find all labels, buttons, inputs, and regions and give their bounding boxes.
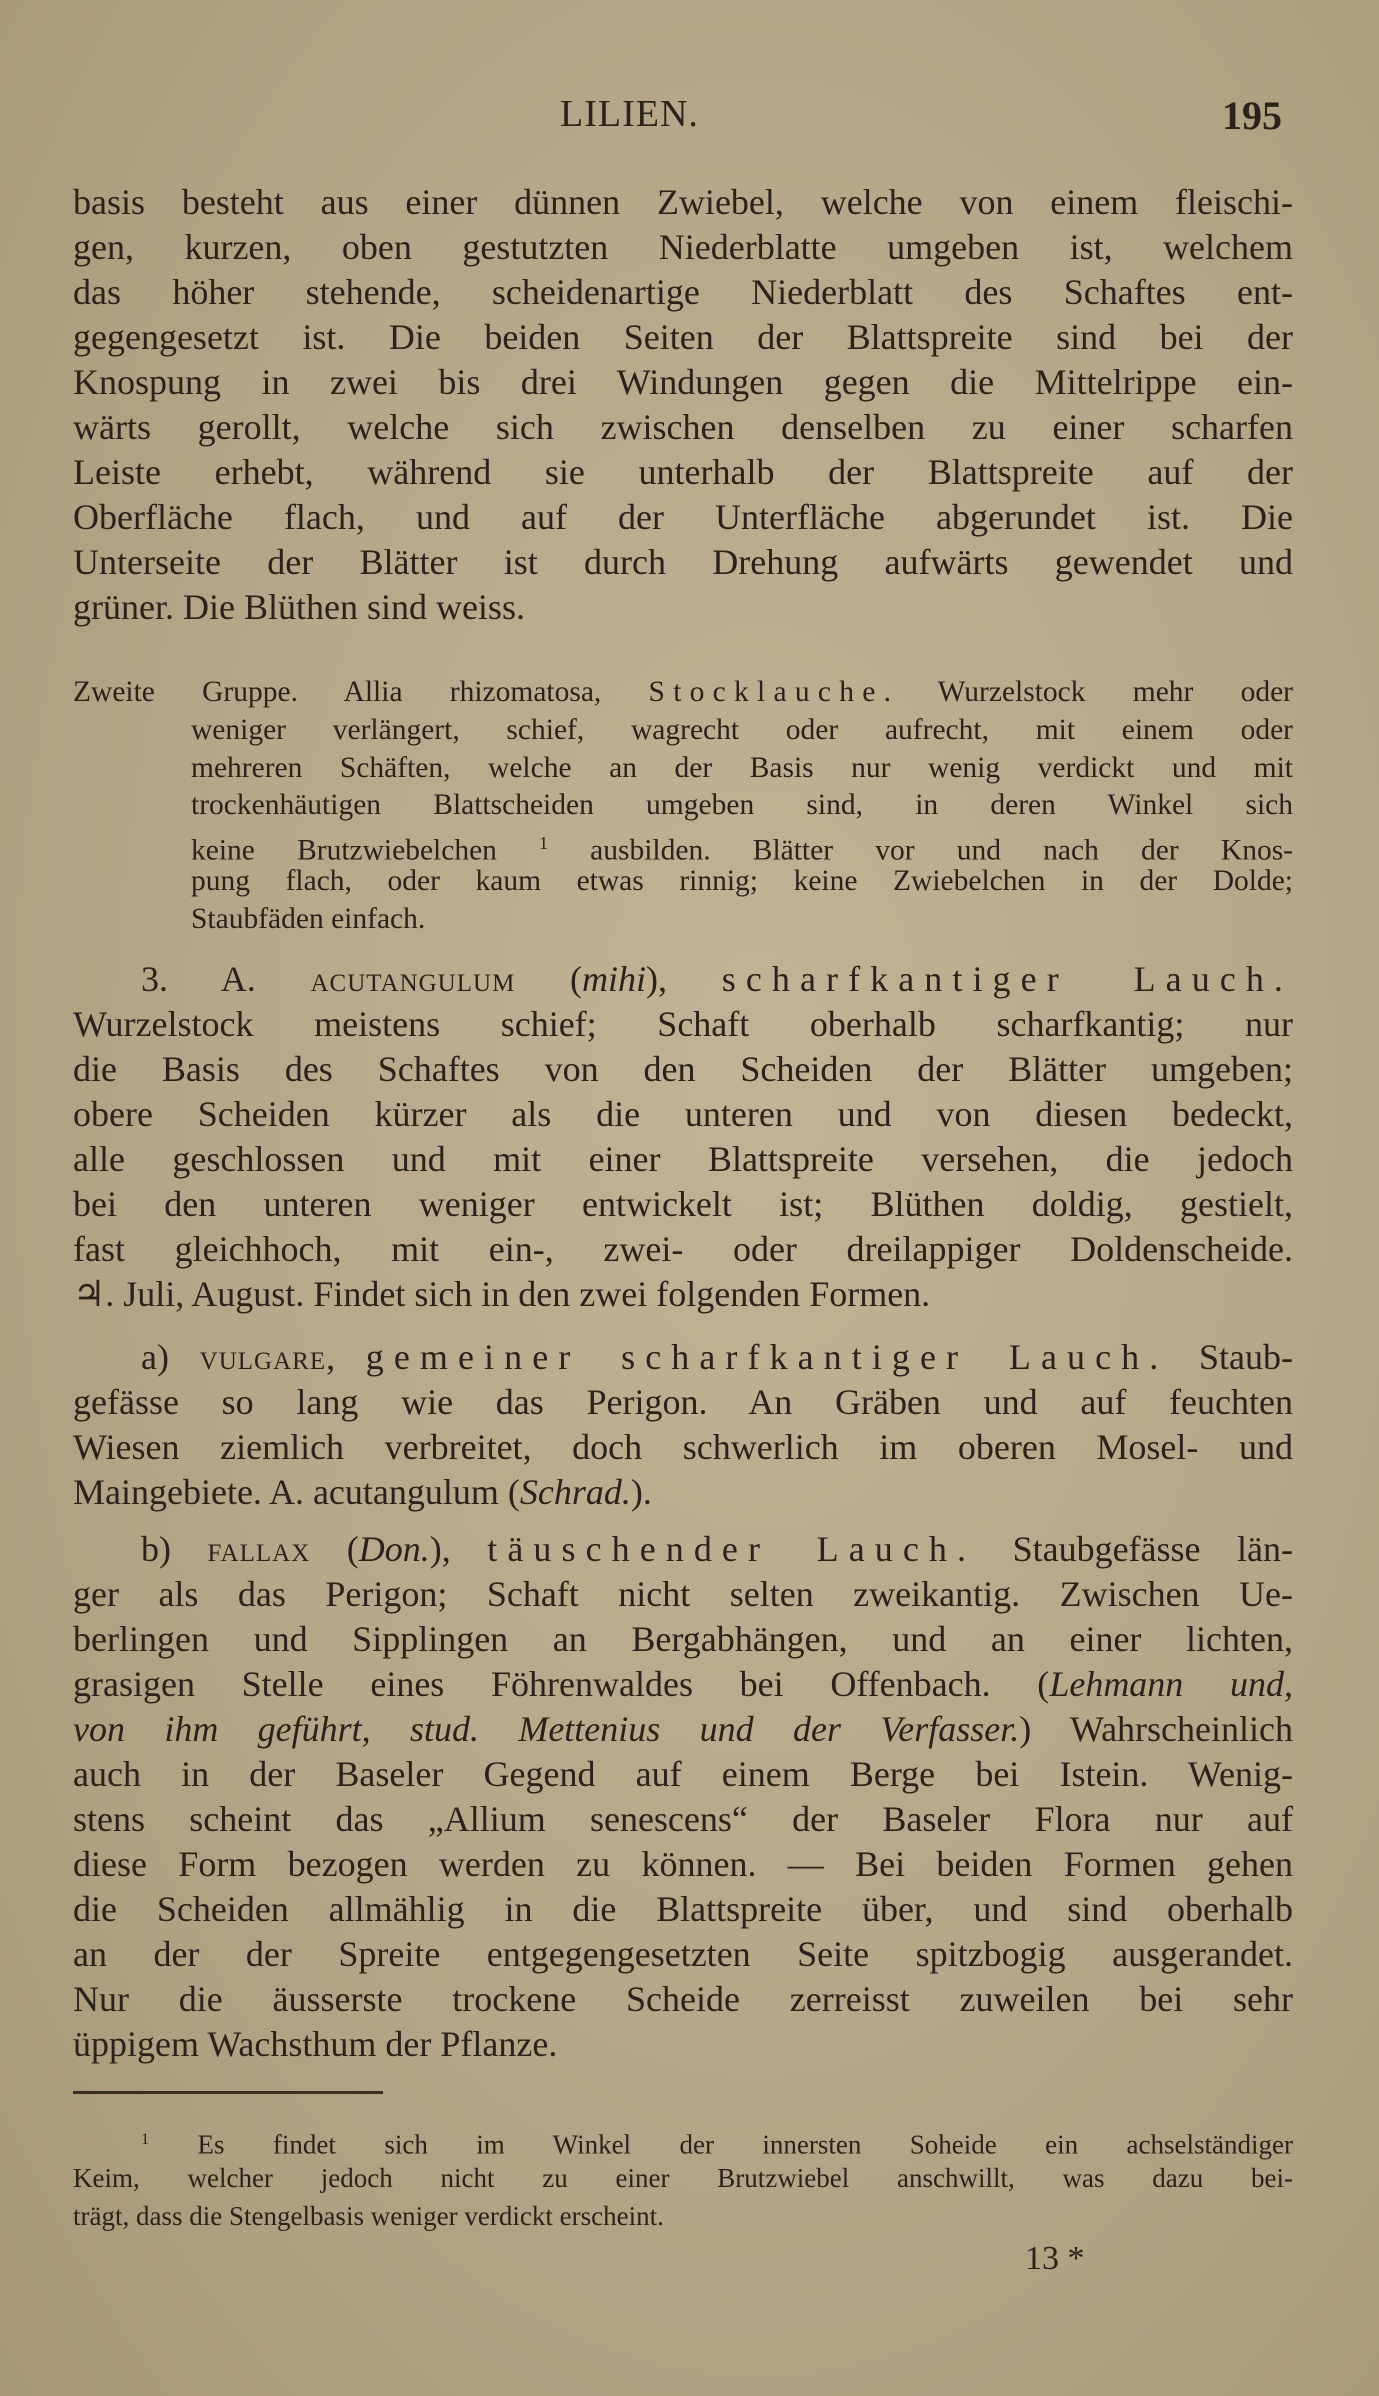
text-run: weniger verlängert, schief, wagrecht oder aufrecht, mit einem oder (191, 713, 1293, 746)
text-run: an der der Spreite entgegengesetzten Seite spitzbogig ausgerandet. (73, 1934, 1293, 1974)
text-run: bei den unteren weniger entwickelt ist; Blüthen doldig, gestielt, (73, 1184, 1293, 1224)
text-line (73, 2197, 1293, 2236)
text-run: Maingebiete. A. acutangulum ( (73, 1472, 520, 1512)
text-run: Unterseite der Blätter ist durch Drehung aufwärts gewendet und (73, 542, 1293, 582)
text-line (73, 495, 1293, 540)
paragraph-bulb-description (73, 180, 1293, 630)
text-run: vulgare (199, 1337, 327, 1377)
text-line (73, 674, 1293, 712)
text-run: das höher stehende, scheidenartige Niederblatt des Schaftes ent- (73, 272, 1293, 312)
text-run: ), (429, 1529, 488, 1569)
text-run: Lehmann und, (1049, 1664, 1294, 1704)
running-head-title: LILIEN. (560, 93, 699, 135)
text-line (73, 1887, 1293, 1932)
text-line (73, 712, 1293, 750)
text-run: acutangulum (310, 959, 516, 999)
text-line (73, 1842, 1293, 1887)
text-line (73, 1047, 1293, 1092)
text-run: von ihm geführt, stud. Mettenius und der Verfasser. (73, 1709, 1020, 1749)
page-number: 195 (1222, 93, 1282, 138)
text-run: fallax (207, 1529, 311, 1569)
text-run: Oberfläche flach, und auf der Unterfläche abgerundet ist. Die (73, 497, 1293, 537)
text-line (73, 1572, 1293, 1617)
text-line (73, 1137, 1293, 1182)
text-run: Wiesen ziemlich verbreitet, doch schwerlich im oberen Mosel- und (73, 1427, 1293, 1467)
text-line (73, 1752, 1293, 1797)
text-line (73, 863, 1293, 901)
text-line (73, 585, 1293, 630)
text-line (73, 787, 1293, 825)
footnote-marker: 1 (539, 833, 548, 854)
text-run: ). (630, 1472, 652, 1512)
text-run: Leiste erhebt, während sie unterhalb der Blattspreite auf der (73, 452, 1293, 492)
text-run: täuschender Lauch. (487, 1529, 977, 1569)
text-run: Schrad. (519, 1472, 631, 1512)
text-line (73, 1707, 1293, 1752)
text-run: ), (646, 959, 722, 999)
text-run: mehreren Schäften, welche an der Basis nur wenig verdickt und mit (191, 751, 1293, 784)
text-run: Staubgefässe län- (976, 1529, 1293, 1569)
paragraph-variety-vulgare (73, 1335, 1293, 1515)
text-run: fast gleichhoch, mit ein-, zwei- oder dreilappiger Doldenscheide. (73, 1229, 1293, 1269)
text-run: gefässe so lang wie das Perigon. An Gräben und auf feuchten (73, 1382, 1293, 1422)
text-run: Don. (358, 1529, 430, 1569)
text-run: trockenhäutigen Blattscheiden umgeben sind, in deren Winkel sich (191, 789, 1293, 822)
text-run: 3. A. (141, 959, 311, 999)
text-line (73, 180, 1293, 225)
text-line (73, 225, 1293, 270)
text-line (73, 1527, 1293, 1572)
text-run: . Wurzelstock mehr oder (883, 676, 1293, 708)
text-line (73, 1335, 1293, 1380)
text-line (73, 450, 1293, 495)
signature-mark: 13 * (1025, 2240, 1085, 2277)
text-line (73, 957, 1293, 1002)
text-run: scharfkantiger Lauch. (721, 959, 1293, 999)
text-line (73, 405, 1293, 450)
text-run: diese Form bezogen werden zu können. — Bei beiden Formen gehen (73, 1844, 1293, 1884)
text-line (73, 1380, 1293, 1425)
text-run: mihi (582, 959, 647, 999)
paragraph-species-acutangulum (73, 957, 1293, 1317)
text-run: ♃. Juli, August. Findet sich in den zwei folgenden Formen. (73, 1274, 931, 1314)
text-run: Nur die äusserste trockene Scheide zerreisst zuweilen bei sehr (73, 1979, 1293, 2019)
text-line (73, 1425, 1293, 1470)
text-run: Staubfäden einfach. (191, 902, 426, 935)
text-line (73, 1470, 1293, 1515)
text-run: obere Scheiden kürzer als die unteren und von diesen bedeckt, (73, 1094, 1293, 1134)
text-line (73, 825, 1294, 867)
text-line (73, 1182, 1293, 1227)
text-run: Keim, welcher jedoch nicht zu einer Brutzwiebel anschwillt, was dazu bei- (73, 2162, 1293, 2193)
text-line (73, 1227, 1293, 1272)
text-line (73, 1662, 1293, 1707)
text-run: Wurzelstock meistens schief; Schaft oberhalb scharfkantig; nur (73, 1004, 1293, 1044)
text-run: ) Wahrscheinlich (1019, 1709, 1293, 1749)
text-run: a) (141, 1337, 200, 1377)
text-line (73, 1617, 1293, 1662)
text-line (73, 1932, 1293, 1977)
text-run: die Basis des Schaftes von den Scheiden der Blätter umgeben; (73, 1049, 1293, 1089)
text-run: ( (515, 959, 583, 999)
text-run: ( (310, 1529, 359, 1569)
text-run: trägt, dass die Stengelbasis weniger verdickt erscheint. (73, 2201, 664, 2231)
text-run: pung flach, oder kaum etwas rinnig; keine Zwiebelchen in der Dolde; (191, 864, 1293, 897)
text-line (73, 1797, 1293, 1842)
text-line (73, 750, 1293, 788)
text-run: keine Brutzwiebelchen (191, 834, 540, 867)
text-run: stens scheint das „Allium senescens“ der Baseler Flora nur auf (73, 1799, 1293, 1839)
text-run: Staub- (1168, 1337, 1294, 1377)
footnote (73, 2120, 1293, 2236)
text-run: wärts gerollt, welche sich zwischen denselben zu einer scharfen (73, 407, 1293, 447)
text-run: basis besteht aus einer dünnen Zwiebel, welche von einem fleischi- (73, 182, 1293, 222)
text-run: berlingen und Sipplingen an Bergabhängen, und an einer lichten, (73, 1619, 1293, 1659)
text-line (73, 1002, 1293, 1047)
footnote-marker: 1 (141, 2130, 150, 2148)
text-line (73, 2159, 1293, 2198)
text-line (73, 2120, 1293, 2159)
text-run: grüner. Die Blüthen sind weiss. (73, 587, 525, 627)
text-run: Knospung in zwei bis drei Windungen gegen die Mittelrippe ein- (73, 362, 1293, 402)
text-run: auch in der Baseler Gegend auf einem Berge bei Istein. Wenig- (73, 1754, 1293, 1794)
footnote-divider (73, 2091, 383, 2094)
text-run: ausbilden. Blätter vor und nach der Knos- (547, 834, 1294, 867)
text-run: gen, kurzen, oben gestutzten Niederblatte umgeben ist, welchem (73, 227, 1293, 267)
text-line (73, 1272, 1293, 1317)
text-run: üppigem Wachsthum der Pflanze. (73, 2024, 558, 2064)
text-line (73, 1977, 1293, 2022)
text-run: grasigen Stelle eines Föhrenwaldes bei Offenbach. ( (73, 1664, 1050, 1704)
text-run: Zweite Gruppe. Allia rhizomatosa, (73, 676, 649, 708)
text-run: b) (141, 1529, 208, 1569)
text-run: Stocklauche (648, 676, 884, 708)
text-line (73, 901, 1293, 939)
text-line (73, 2022, 1293, 2067)
paragraph-variety-fallax (73, 1527, 1293, 2067)
text-run: , (326, 1337, 366, 1377)
text-run: ger als das Perigon; Schaft nicht selten zweikantig. Zwischen Ue- (73, 1574, 1293, 1614)
text-run: die Scheiden allmählig in die Blattspreite über, und sind oberhalb (73, 1889, 1293, 1929)
paragraph-second-group (73, 674, 1293, 939)
running-head (0, 92, 1379, 142)
text-run: gegengesetzt ist. Die beiden Seiten der Blattspreite sind bei der (73, 317, 1293, 357)
text-line (73, 315, 1293, 360)
text-line (73, 360, 1293, 405)
text-run: alle geschlossen und mit einer Blattspreite versehen, die jedoch (73, 1139, 1293, 1179)
text-line (73, 270, 1293, 315)
text-line (73, 540, 1293, 585)
text-run: Es findet sich im Winkel der innersten Soheide ein achselständiger (149, 2129, 1293, 2160)
text-run: gemeiner scharfkantiger Lauch. (365, 1337, 1169, 1377)
text-line (73, 1092, 1293, 1137)
